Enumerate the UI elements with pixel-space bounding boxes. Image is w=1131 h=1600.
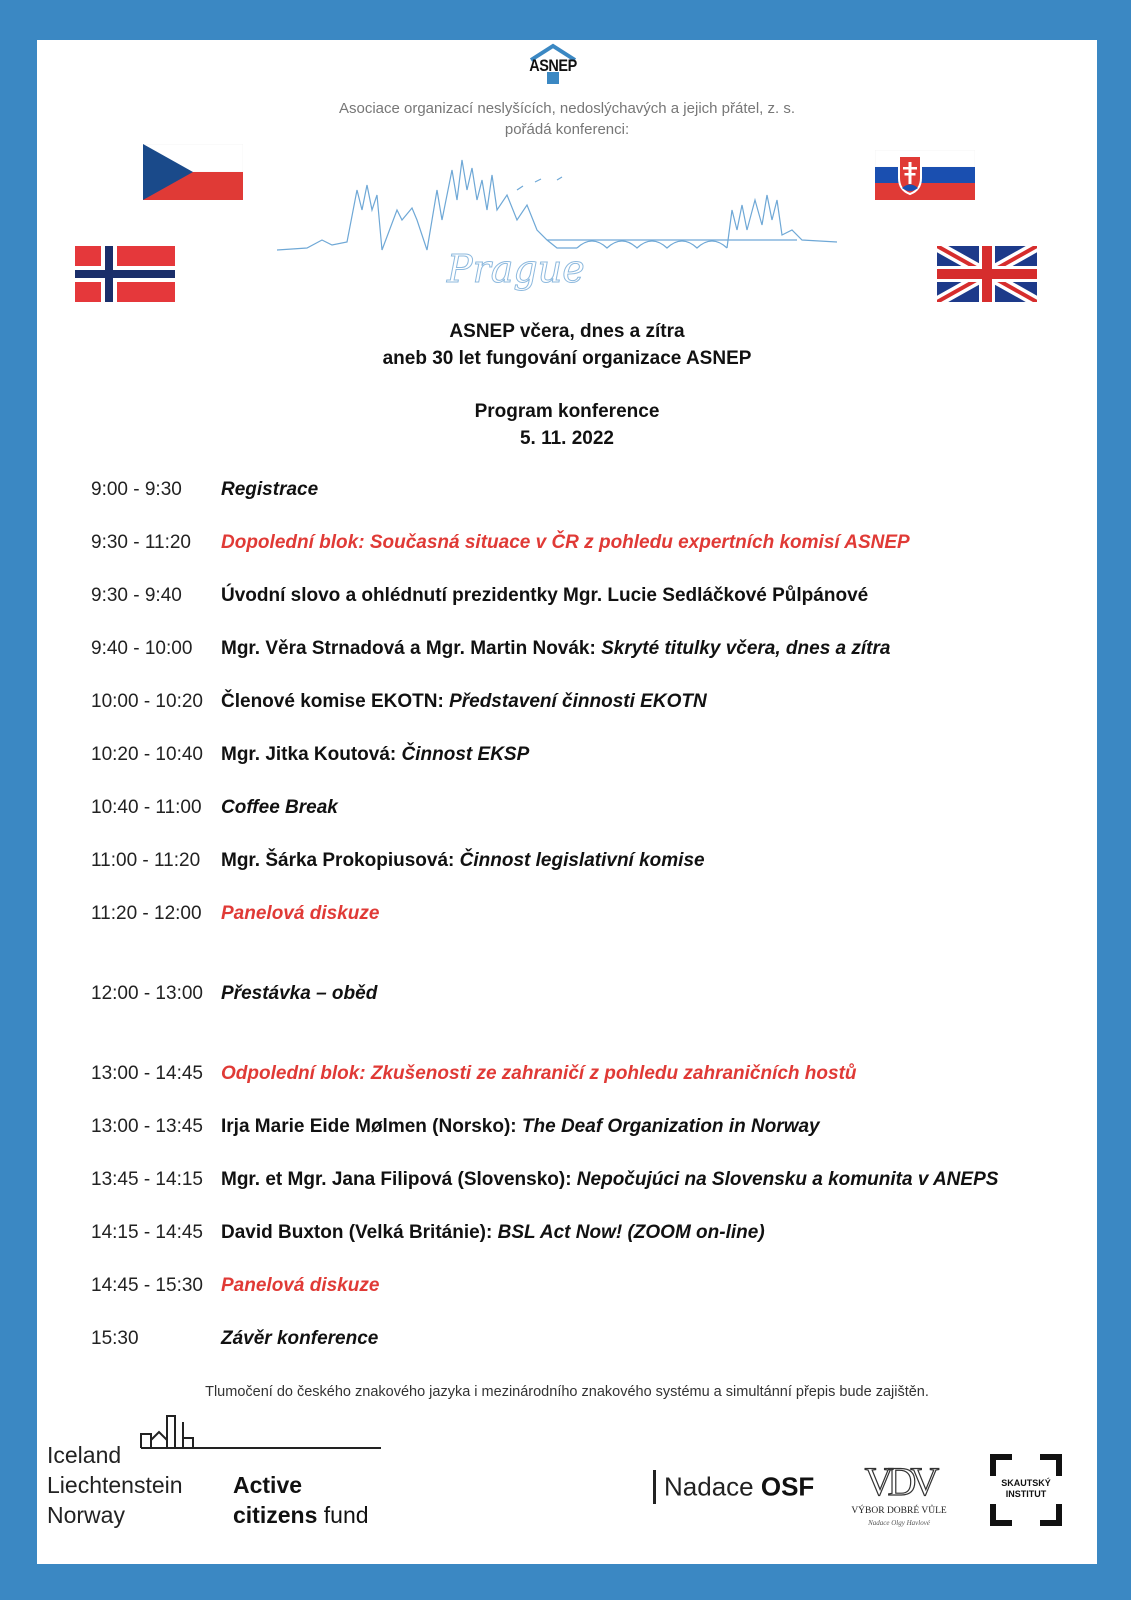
schedule-time: 9:00 - 9:30 — [91, 479, 182, 500]
schedule-speaker: Mgr. Šárka Prokopiusová: — [221, 850, 460, 871]
schedule-speaker: Mgr. et Mgr. Jana Filipová (Slovensko): — [221, 1169, 577, 1190]
title-line-1: ASNEP včera, dnes a zítra — [449, 321, 685, 342]
skautsky-institut-logo — [990, 1454, 1062, 1526]
schedule-time: 9:40 - 10:00 — [91, 638, 193, 659]
skaut-line-2: INSTITUT — [1005, 1489, 1047, 1499]
schedule-topic: Představení činnosti EKOTN — [449, 691, 707, 712]
interpretation-note: Tlumočení do českého znakového jazyka i mezinárodního znakového systému a simultánní přepis bude zajištěn. — [205, 1384, 929, 1400]
schedule-time: 10:20 - 10:40 — [91, 744, 203, 765]
asnep-logo — [525, 42, 581, 86]
schedule-time: 10:40 - 11:00 — [91, 797, 202, 818]
schedule-time: 9:30 - 9:40 — [91, 585, 182, 606]
eea-liechtenstein: Liechtenstein — [47, 1472, 183, 1498]
eea-grants-logo — [37, 1410, 397, 1530]
schedule-time: 14:45 - 15:30 — [91, 1275, 203, 1296]
organizer-subtitle: pořádá konferenci: — [504, 121, 630, 138]
schedule-topic: Činnost legislativní komise — [459, 850, 705, 871]
schedule-topic: Přestávka – oběd — [221, 983, 378, 1004]
logo-text: ASNEP — [529, 56, 577, 75]
program-title: Program konference — [474, 401, 660, 422]
schedule-topic: Skryté titulky včera, dnes a zítra — [601, 638, 891, 659]
skyline-script: Prague — [447, 247, 585, 291]
schedule-topic: Dopolední blok: Současná situace v ČR z pohledu expertních komisí ASNEP — [221, 532, 910, 553]
schedule-topic: BSL Act Now! (ZOOM on-line) — [497, 1222, 765, 1243]
schedule-time: 13:00 - 13:45 — [91, 1116, 203, 1137]
schedule-time: 13:00 - 14:45 — [91, 1063, 203, 1084]
vdv-name: VÝBOR DOBRÉ VŮLE — [851, 1506, 947, 1516]
slovak-flag — [875, 150, 975, 200]
eea-norway: Norway — [47, 1502, 125, 1528]
norwegian-flag — [75, 246, 175, 302]
schedule-time: 14:15 - 14:45 — [91, 1222, 203, 1243]
schedule-topic: Coffee Break — [221, 797, 338, 818]
title-line-2: aneb 30 let fungování organizace ASNEP — [382, 348, 752, 369]
schedule-speaker: Úvodní slovo a ohlédnutí prezidentky Mgr. Lucie Sedláčkové Půlpánové — [221, 585, 869, 606]
organizer-name: Asociace organizací neslyšících, nedoslýchavých a jejich přátel, z. s. — [338, 100, 796, 117]
schedule-time: 15:30 — [91, 1328, 139, 1349]
program-date: 5. 11. 2022 — [519, 428, 615, 449]
schedule-time: 12:00 - 13:00 — [91, 983, 203, 1004]
vdv-subtitle: Nadace Olgy Havlové — [868, 1519, 930, 1527]
nadace-osf-logo — [653, 1470, 814, 1510]
osf-bold: OSF — [760, 1471, 815, 1502]
schedule-topic: Činnost EKSP — [401, 744, 530, 765]
schedule-speaker: Mgr. Věra Strnadová a Mgr. Martin Novák: — [221, 638, 602, 659]
schedule-topic: Panelová diskuze — [221, 903, 380, 924]
prague-skyline — [277, 150, 837, 300]
program-heading — [37, 398, 1097, 452]
acf-active: Active — [233, 1472, 303, 1498]
schedule-time: 10:00 - 10:20 — [91, 691, 203, 712]
vdv-mark: VDV — [864, 1459, 934, 1504]
schedule-topic: Odpolední blok: Zkušenosti ze zahraničí z pohledu zahraničních hostů — [221, 1063, 857, 1084]
conference-title — [37, 318, 1097, 372]
schedule-time: 9:30 - 11:20 — [91, 532, 192, 553]
schedule-speaker: Irja Marie Eide Mølmen (Norsko): — [221, 1116, 522, 1137]
uk-flag — [937, 246, 1037, 302]
organizer-text — [37, 98, 1097, 140]
schedule-time: 11:00 - 11:20 — [91, 850, 201, 871]
schedule-speaker: Mgr. Jitka Koutová: — [221, 744, 402, 765]
osf-prefix: Nadace — [664, 1471, 761, 1502]
program-sheet — [37, 40, 1097, 1564]
schedule-topic: Závěr konference — [221, 1328, 379, 1349]
schedule-topic: Registrace — [221, 479, 319, 500]
acf-fund: fund — [317, 1502, 369, 1528]
schedule-time: 11:20 - 12:00 — [91, 903, 202, 924]
schedule-speaker: David Buxton (Velká Británie): — [221, 1222, 498, 1243]
schedule-time: 13:45 - 14:15 — [91, 1169, 203, 1190]
schedule-topic: Nepočujúci na Slovensku a komunita v ANEPS — [576, 1169, 999, 1190]
skaut-line-1: SKAUTSKÝ — [1001, 1478, 1051, 1488]
schedule-topic: The Deaf Organization in Norway — [521, 1116, 820, 1137]
vdv-logo — [849, 1458, 949, 1548]
schedule-speaker: Členové komise EKOTN: — [221, 691, 450, 712]
schedule-topic: Panelová diskuze — [221, 1275, 380, 1296]
eea-iceland: Iceland — [47, 1442, 122, 1468]
czech-flag — [143, 144, 243, 200]
acf-citizens: citizens — [233, 1502, 318, 1528]
